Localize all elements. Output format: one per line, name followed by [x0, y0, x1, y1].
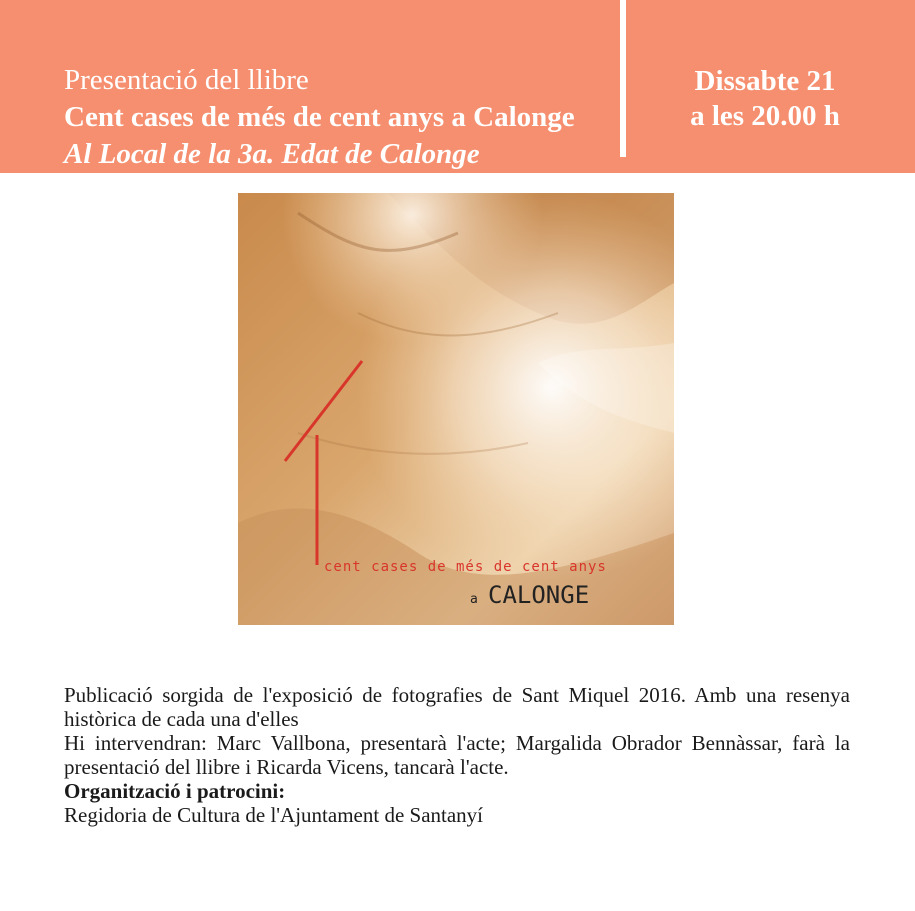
- event-date: Dissabte 21: [694, 65, 836, 97]
- header-divider: [620, 0, 626, 157]
- event-type: Presentació del llibre: [64, 64, 309, 96]
- organization-label: Organització i patrocini:: [64, 779, 286, 803]
- speakers-paragraph: Hi intervendran: Marc Vallbona, presentarà l'acte; Margalida Obrador Bennàssar, farà la presentació del llibre i Ricarda Vicens, tancarà l'acte.: [64, 731, 850, 779]
- cover-subtitle: cent cases de més de cent anys: [324, 559, 607, 575]
- date-block: [640, 64, 890, 134]
- event-time: a les 20.00 h: [690, 100, 840, 132]
- book-cover-image: [238, 193, 674, 625]
- event-venue: Al Local de la 3a. Edat de Calonge: [64, 138, 480, 170]
- header-banner: [0, 0, 915, 173]
- organization-value: Regidoria de Cultura de l'Ajuntament de Santanyí: [64, 803, 484, 827]
- cover-title-prefix: a: [470, 592, 478, 607]
- book-title: Cent cases de més de cent anys a Calonge: [64, 101, 575, 133]
- cover-title: CALONGE: [488, 581, 590, 609]
- event-description: [64, 683, 850, 827]
- description-paragraph: Publicació sorgida de l'exposició de fotografies de Sant Miquel 2016. Amb una resenya històrica de cada una d'elles: [64, 683, 850, 731]
